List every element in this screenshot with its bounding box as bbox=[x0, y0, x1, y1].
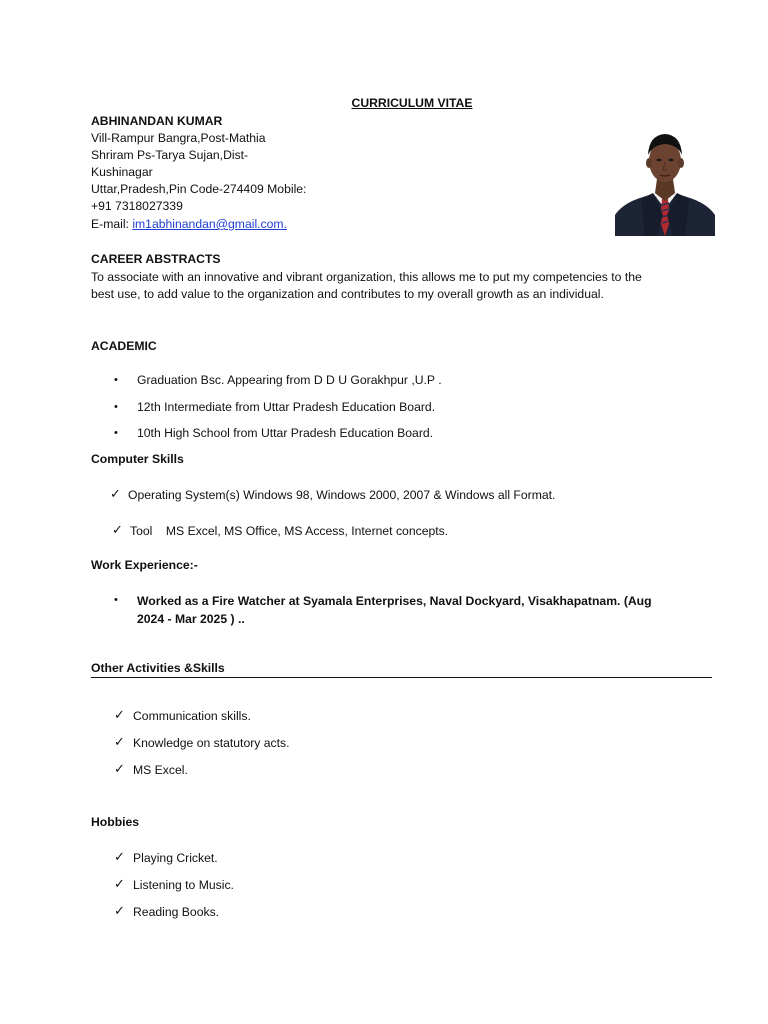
work-experience-item: Worked as a Fire Watcher at Syamala Enterprises, Naval Dockyard, Visakhapatnam. (Aug 2024 - Mar 2025 ) .. bbox=[137, 594, 652, 626]
checkmark-icon: ✓ bbox=[110, 487, 121, 502]
other-activities-heading: Other Activities &Skills bbox=[91, 661, 225, 675]
mobile-number: +91 7318027339 bbox=[91, 199, 183, 213]
checkmark-icon: ✓ bbox=[114, 708, 125, 723]
address-line-1: Vill-Rampur Bangra,Post-Mathia bbox=[91, 131, 266, 145]
checkmark-icon: ✓ bbox=[114, 762, 125, 777]
computer-skill-item: Tool MS Excel, MS Office, MS Access, Internet concepts. bbox=[130, 524, 449, 538]
other-activity-item: Communication skills. bbox=[133, 709, 251, 723]
checkmark-icon: ✓ bbox=[114, 735, 125, 750]
career-heading: CAREER ABSTRACTS bbox=[91, 252, 221, 266]
hobby-item: Reading Books. bbox=[133, 905, 220, 919]
email-row bbox=[91, 216, 287, 234]
profile-photo bbox=[615, 125, 715, 236]
bullet-icon: • bbox=[114, 401, 118, 413]
email-link[interactable]: im1abhinandan@gmail.com. bbox=[132, 217, 287, 231]
hobbies-heading: Hobbies bbox=[91, 815, 140, 829]
email-label: E-mail: bbox=[91, 217, 133, 231]
checkmark-icon: ✓ bbox=[114, 877, 125, 892]
computer-skill-item: Operating System(s) Windows 98, Windows 2000, 2007 & Windows all Format. bbox=[128, 488, 556, 502]
hobby-item: Playing Cricket. bbox=[133, 851, 218, 865]
bullet-icon: • bbox=[114, 427, 118, 439]
document-title: CURRICULUM VITAE bbox=[351, 96, 473, 110]
career-text: To associate with an innovative and vibrant organization, this allows me to put my competencies to the best use, to add value to the organization and contributes to my overall growth as an individual. bbox=[91, 270, 642, 302]
address-line-4: Uttar,Pradesh,Pin Code-274409 Mobile: bbox=[91, 182, 307, 196]
candidate-name: ABHINANDAN KUMAR bbox=[91, 114, 223, 128]
checkmark-icon: ✓ bbox=[114, 850, 125, 865]
checkmark-icon: ✓ bbox=[112, 523, 123, 538]
academic-item: 10th High School from Uttar Pradesh Education Board. bbox=[137, 426, 434, 440]
address-line-2: Shriram Ps-Tarya Sujan,Dist- bbox=[91, 148, 249, 162]
other-activity-item: Knowledge on statutory acts. bbox=[133, 736, 290, 750]
portrait-image bbox=[615, 125, 715, 236]
academic-item: Graduation Bsc. Appearing from D D U Gorakhpur ,U.P . bbox=[137, 373, 442, 387]
computer-skills-heading: Computer Skills bbox=[91, 452, 184, 466]
work-experience-heading: Work Experience:- bbox=[91, 558, 198, 572]
address-line-3: Kushinagar bbox=[91, 165, 153, 179]
checkmark-icon: ✓ bbox=[114, 904, 125, 919]
academic-item: 12th Intermediate from Uttar Pradesh Education Board. bbox=[137, 400, 436, 414]
academic-heading: ACADEMIC bbox=[91, 339, 157, 353]
section-divider bbox=[91, 677, 712, 678]
other-activity-item: MS Excel. bbox=[133, 763, 188, 777]
hobby-item: Listening to Music. bbox=[133, 878, 234, 892]
bullet-icon: • bbox=[114, 594, 118, 606]
bullet-icon: • bbox=[114, 374, 118, 386]
